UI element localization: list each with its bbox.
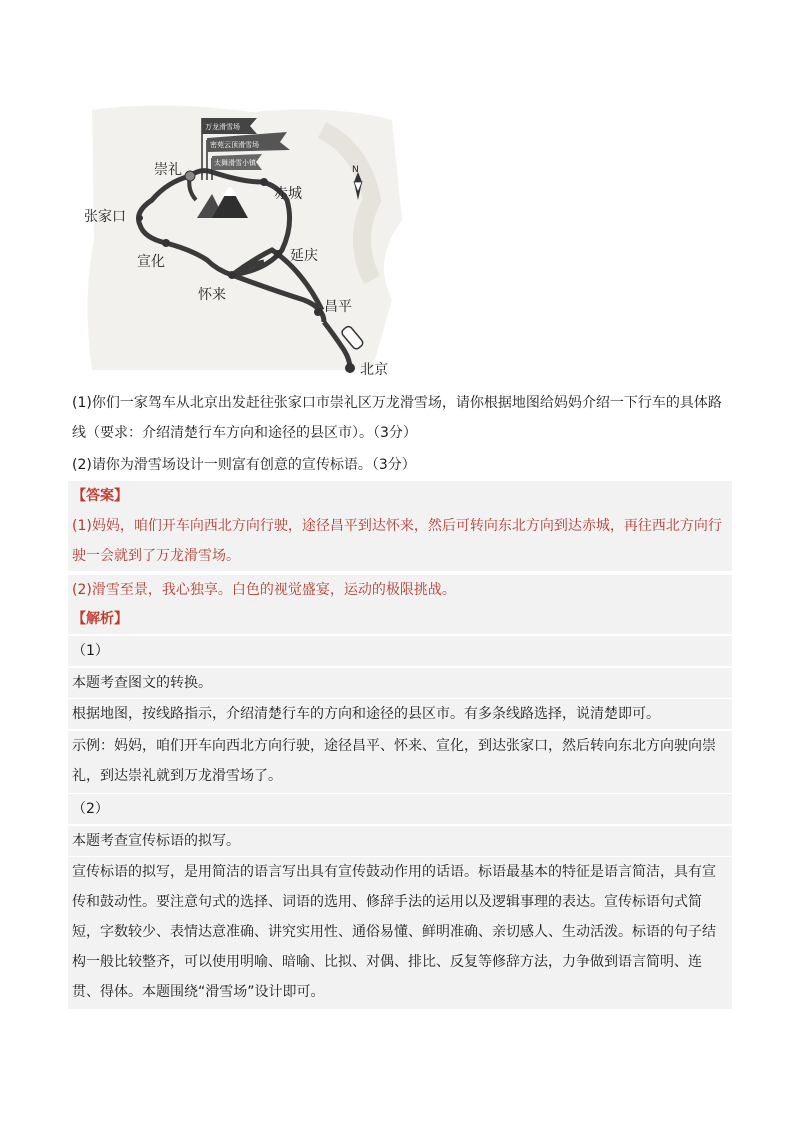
marker-zhangjiakou	[137, 215, 143, 221]
answer-label: 【答案】	[72, 488, 128, 504]
city-label-yanqing: 延庆	[290, 248, 318, 264]
analysis-label: 【解析】	[72, 611, 128, 627]
analysis-line-1: 本题考查图文的转换。	[68, 668, 732, 698]
city-label-chicheng: 赤城	[274, 186, 302, 202]
analysis-line-2: 根据地图，按线路指示，介绍清楚行车的方向和途径的县区市。有多条线路选择，说清楚即可。	[68, 699, 732, 729]
analysis-number-2: （2）	[68, 794, 732, 824]
marker-xuanhua	[162, 239, 170, 247]
city-label-zhangjiakou: 张家口	[84, 209, 126, 225]
answer-1: (1)妈妈，咱们开车向西北方向行驶，途径昌平到达怀来，然后可转向东北方向到达赤城，再往西北方向行驶一会就到了万龙滑雪场。	[68, 511, 732, 571]
flag-label-miyuan: 密苑云顶滑雪场	[210, 141, 259, 149]
marker-changping	[314, 308, 322, 316]
analysis-header-row	[68, 604, 732, 634]
city-label-huailai: 怀来	[198, 287, 226, 303]
city-label-beijing: 北京	[360, 362, 388, 378]
marker-chongli	[185, 171, 195, 181]
analysis-paragraph: 宣传标语的拟写，是用简洁的语言写出具有宣传鼓动作用的话语。标语最基本的特征是语言简洁，具有宣传和鼓动性。要注意句式的选择、词语的选用、修辞手法的运用以及逻辑事理的表达。宣传标语句式简短，字数较少、表情达意准确、讲究实用性、通俗易懂、鲜明准确、亲切感人、生动活泼。标语的句子结构一般比较整齐，可以使用明喻、暗喻、比拟、对偶、排比、反复等修辞方法，力争做到语言简明、连贯、得体。本题围绕“滑雪场”设计即可。	[68, 857, 732, 1009]
answer-2: (2)滑雪至景，我心独享。白色的视觉盛宴，运动的极限挑战。	[68, 575, 732, 605]
question-2: (2)请你为滑雪场设计一则富有创意的宣传标语。（3分）	[72, 457, 416, 473]
marker-yanqing	[274, 250, 282, 258]
analysis-example: 示例：妈妈，咱们开车向西北方向行驶，途径昌平、怀来、宣化，到达张家口，然后转向东北方向驶向崇礼，到达崇礼就到万龙滑雪场了。	[68, 731, 732, 793]
city-label-xuanhua: 宣化	[137, 254, 165, 270]
marker-beijing	[345, 363, 355, 373]
city-label-chongli: 崇礼	[154, 162, 182, 178]
analysis-line-4: 本题考查宣传标语的拟写。	[68, 826, 732, 856]
question-1: (1)你们一家驾车从北京出发赶往张家口市崇礼区万龙滑雪场，请你根据地图给妈妈介绍一下行车的具体路线（要求：介绍清楚行车方向和途径的县区市）。（3分）	[72, 395, 722, 441]
marker-chicheng	[260, 178, 268, 186]
analysis-number-1: （1）	[68, 636, 732, 666]
compass-north-label: N	[352, 165, 359, 175]
marker-huailai	[228, 271, 236, 279]
route-map-svg	[72, 100, 408, 382]
flag-label-wanlong: 万龙滑雪场	[205, 123, 240, 131]
city-label-changping: 昌平	[324, 299, 352, 315]
answer-header-row	[68, 481, 732, 511]
route-map	[72, 100, 408, 382]
flag-label-taiwu: 太舞滑雪小镇	[214, 159, 256, 167]
